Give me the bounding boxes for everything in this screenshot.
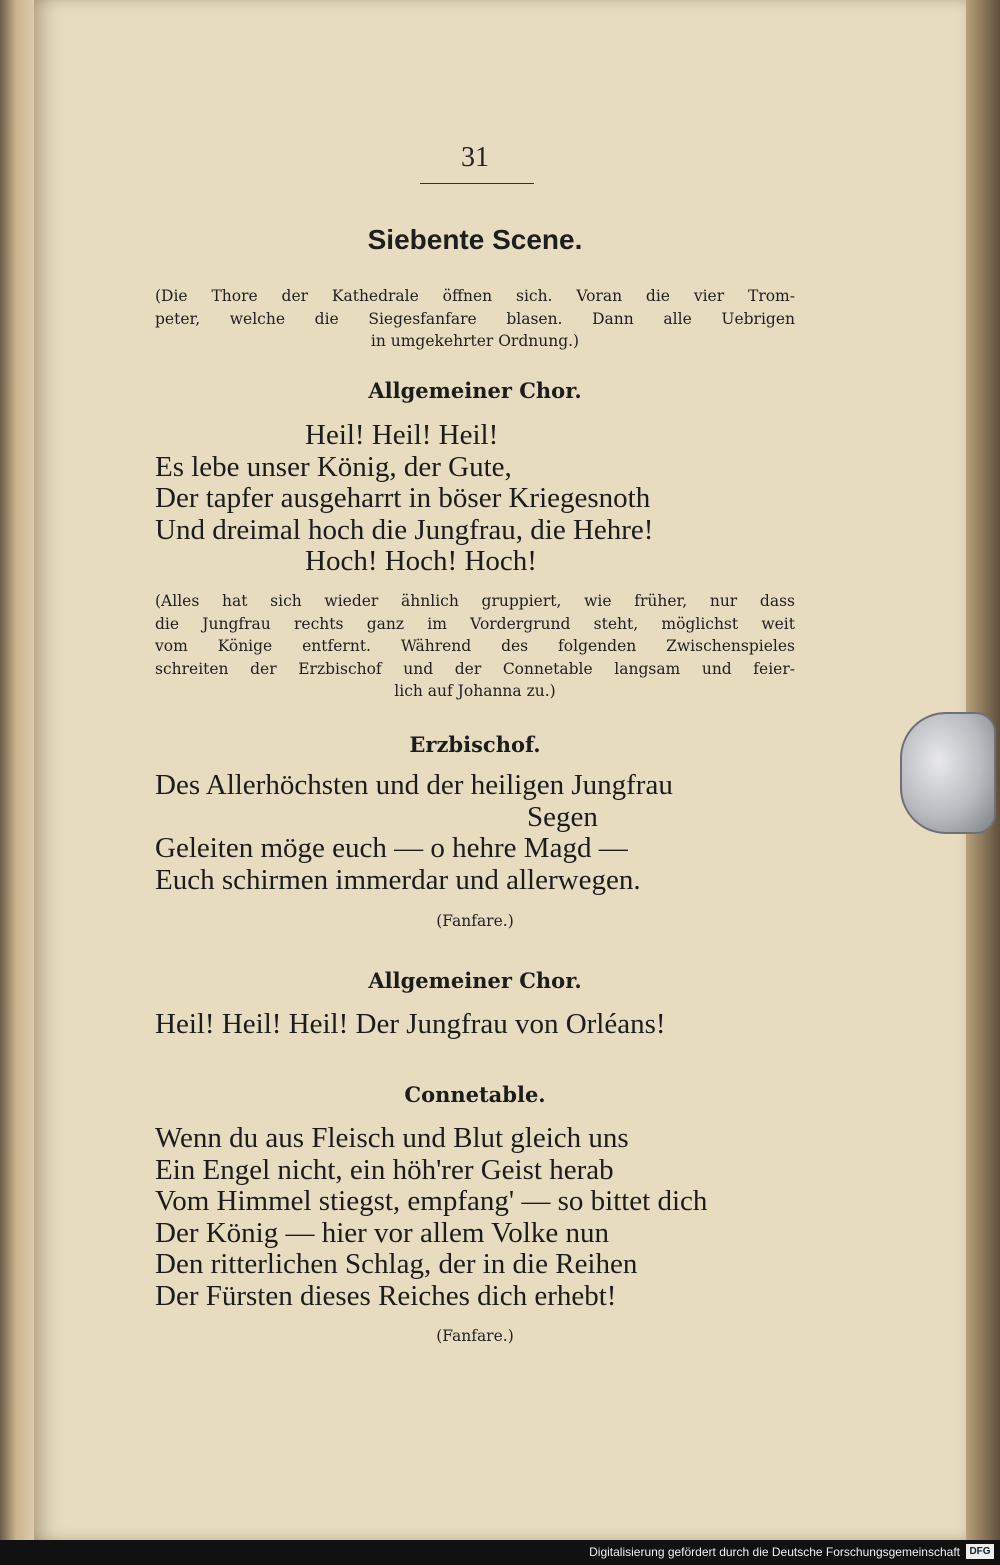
verse-chor xyxy=(155,420,795,578)
verse-line: Geleiten möge euch — o hehre Magd — xyxy=(155,832,628,864)
verse-line: Der König — hier vor allem Volke nun xyxy=(155,1216,609,1249)
verse-erzbischof xyxy=(155,770,795,896)
stage-line: die Jungfrau rechts ganz im Vordergrund steht, möglichst weit xyxy=(155,614,795,633)
stage-line: vom Könige entfernt. Während des folgenden Zwischenspieles xyxy=(155,637,795,655)
speaker-erzbischof: Erzbischof. xyxy=(409,732,541,757)
speaker-connetable: Connetable. xyxy=(404,1082,546,1107)
stage-direction-1 xyxy=(155,285,795,353)
verse-line: Segen xyxy=(527,800,598,833)
verse-line: Der Fürsten dieses Reiches dich erhebt! xyxy=(155,1279,617,1312)
page-clip xyxy=(900,712,996,834)
stage-line: in umgekehrter Ordnung.) xyxy=(370,332,580,350)
stage-line: (Die Thore der Kathedrale öffnen sich. Voran die vier Trom- xyxy=(155,287,795,305)
verse-line: Euch schirmen immerdar und allerwegen. xyxy=(155,863,641,896)
stage-fanfare-1: (Fanfare.) xyxy=(436,912,514,930)
footer-text: Digitalisierung gefördert durch die Deutsche Forschungsgemeinschaft xyxy=(589,1545,960,1559)
verse-line: Der tapfer ausgeharrt in böser Kriegesnoth xyxy=(155,482,651,514)
stage-line: (Alles hat sich wieder ähnlich gruppiert, wie früher, nur dass xyxy=(155,592,795,610)
verse-line: Hoch! Hoch! Hoch! xyxy=(305,545,537,577)
verse-line: Heil! Heil! Heil! xyxy=(305,419,499,451)
verse-line: Wenn du aus Fleisch und Blut gleich uns xyxy=(155,1122,629,1154)
verse-line: Des Allerhöchsten und der heiligen Jungfrau xyxy=(155,769,673,801)
speaker-allgemeiner-chor: Allgemeiner Chor. xyxy=(368,378,582,403)
verse-line: Heil! Heil! Heil! Der Jungfrau von Orléans! xyxy=(155,1008,666,1040)
verse-line: Ein Engel nicht, ein höh'rer Geist herab xyxy=(155,1153,614,1186)
verse-line: Es lebe unser König, der Gute, xyxy=(155,450,512,483)
scene-title: Siebente Scene. xyxy=(367,224,583,255)
stage-fanfare-2: (Fanfare.) xyxy=(436,1327,514,1345)
stage-line: schreiten der Erzbischof und der Connetable langsam und feier- xyxy=(155,659,795,678)
stage-direction-2 xyxy=(155,590,795,703)
speaker-allgemeiner-chor-2: Allgemeiner Chor. xyxy=(368,968,582,993)
dfg-logo-icon: DFG xyxy=(966,1544,994,1559)
verse-chor-2 xyxy=(155,1009,795,1041)
verse-connetable xyxy=(155,1123,795,1312)
verse-line: Und dreimal hoch die Jungfrau, die Hehre! xyxy=(155,513,654,546)
stage-line: peter, welche die Siegesfanfare blasen. Dann alle Uebrigen xyxy=(155,309,795,328)
footer-bar xyxy=(0,1540,1000,1565)
verse-line: Den ritterlichen Schlag, der in die Reihen xyxy=(155,1248,638,1280)
verse-line: Vom Himmel stiegst, empfang' — so bittet dich xyxy=(155,1185,708,1217)
stage-line: lich auf Johanna zu.) xyxy=(394,682,556,700)
page-number-rule xyxy=(420,183,534,184)
page-number: 31 xyxy=(461,142,489,173)
